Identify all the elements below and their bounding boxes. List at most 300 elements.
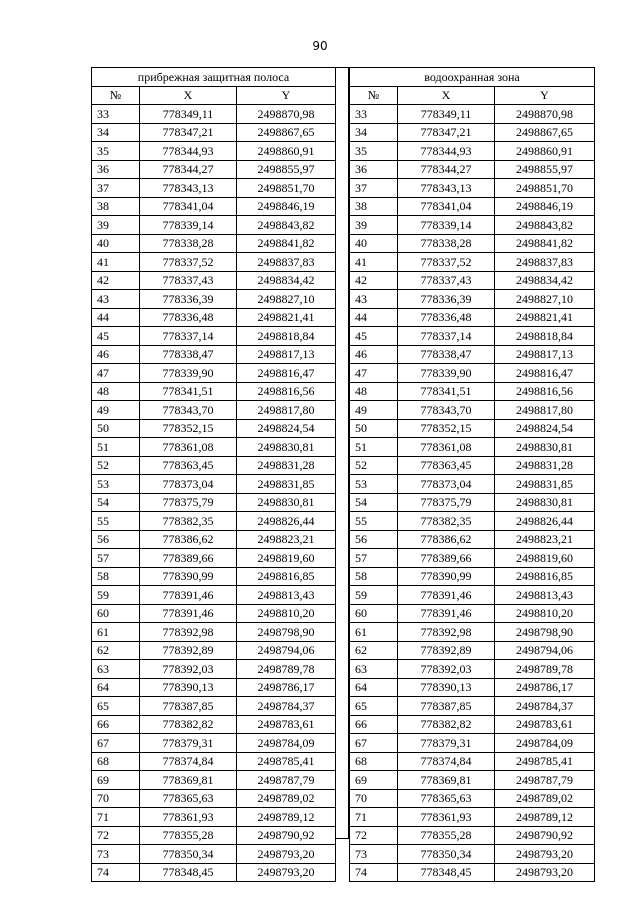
left-table-row — [92, 697, 336, 716]
right-table-row — [350, 549, 595, 568]
right-col-number: № — [350, 86, 398, 105]
point-number-cell: 40 — [92, 234, 140, 253]
y-coordinate-cell: 2498843,82 — [237, 216, 336, 235]
right-col-x: X — [398, 86, 495, 105]
y-coordinate-cell: 2498789,78 — [495, 660, 595, 679]
x-coordinate-cell: 778343,70 — [140, 401, 237, 420]
point-number-cell: 44 — [92, 308, 140, 327]
right-table-row — [350, 623, 595, 642]
x-coordinate-cell: 778390,99 — [140, 567, 237, 586]
point-number-cell: 69 — [92, 771, 140, 790]
point-number-cell: 68 — [92, 752, 140, 771]
y-coordinate-cell: 2498784,09 — [237, 734, 336, 753]
left-table-row — [92, 382, 336, 401]
x-coordinate-cell: 778343,70 — [398, 401, 495, 420]
right-table-row — [350, 493, 595, 512]
point-number-cell: 73 — [92, 845, 140, 864]
x-coordinate-cell: 778363,45 — [140, 456, 237, 475]
left-table-row — [92, 771, 336, 790]
right-table-row — [350, 604, 595, 623]
point-number-cell: 62 — [92, 641, 140, 660]
x-coordinate-cell: 778336,39 — [398, 290, 495, 309]
x-coordinate-cell: 778392,03 — [398, 660, 495, 679]
table-separator — [335, 67, 349, 839]
x-coordinate-cell: 778341,04 — [398, 197, 495, 216]
point-number-cell: 58 — [92, 567, 140, 586]
x-coordinate-cell: 778382,35 — [398, 512, 495, 531]
y-coordinate-cell: 2498816,85 — [237, 567, 336, 586]
point-number-cell: 57 — [350, 549, 398, 568]
y-coordinate-cell: 2498851,70 — [237, 179, 336, 198]
right-table-row — [350, 567, 595, 586]
left-table-row — [92, 364, 336, 383]
x-coordinate-cell: 778392,03 — [140, 660, 237, 679]
y-coordinate-cell: 2498826,44 — [237, 512, 336, 531]
right-table-row — [350, 734, 595, 753]
right-table-row — [350, 364, 595, 383]
left-table-row — [92, 308, 336, 327]
right-table-row — [350, 253, 595, 272]
left-table-row — [92, 456, 336, 475]
left-table-row — [92, 734, 336, 753]
left-table-row — [92, 826, 336, 845]
x-coordinate-cell: 778338,28 — [398, 234, 495, 253]
left-table-row — [92, 253, 336, 272]
left-table-row — [92, 327, 336, 346]
left-table-row — [92, 475, 336, 494]
y-coordinate-cell: 2498846,19 — [237, 197, 336, 216]
left-table-row — [92, 271, 336, 290]
y-coordinate-cell: 2498786,17 — [237, 678, 336, 697]
y-coordinate-cell: 2498817,80 — [495, 401, 595, 420]
point-number-cell: 34 — [350, 123, 398, 142]
right-table-row — [350, 641, 595, 660]
y-coordinate-cell: 2498793,20 — [495, 863, 595, 882]
y-coordinate-cell: 2498851,70 — [495, 179, 595, 198]
y-coordinate-cell: 2498831,85 — [237, 475, 336, 494]
left-table-row — [92, 660, 336, 679]
right-table-row — [350, 308, 595, 327]
right-table-row — [350, 401, 595, 420]
point-number-cell: 46 — [350, 345, 398, 364]
x-coordinate-cell: 778349,11 — [398, 105, 495, 124]
point-number-cell: 59 — [92, 586, 140, 605]
left-table-row — [92, 586, 336, 605]
right-table-row — [350, 123, 595, 142]
x-coordinate-cell: 778344,93 — [398, 142, 495, 161]
point-number-cell: 64 — [350, 678, 398, 697]
y-coordinate-cell: 2498785,41 — [237, 752, 336, 771]
right-col-y: Y — [495, 86, 595, 105]
x-coordinate-cell: 778347,21 — [140, 123, 237, 142]
y-coordinate-cell: 2498798,90 — [237, 623, 336, 642]
right-table-row — [350, 771, 595, 790]
x-coordinate-cell: 778337,14 — [140, 327, 237, 346]
y-coordinate-cell: 2498787,79 — [495, 771, 595, 790]
point-number-cell: 73 — [350, 845, 398, 864]
right-table-row — [350, 234, 595, 253]
point-number-cell: 59 — [350, 586, 398, 605]
x-coordinate-cell: 778382,82 — [398, 715, 495, 734]
right-table-row — [350, 419, 595, 438]
point-number-cell: 70 — [92, 789, 140, 808]
y-coordinate-cell: 2498824,54 — [495, 419, 595, 438]
y-coordinate-cell: 2498830,81 — [495, 493, 595, 512]
point-number-cell: 41 — [92, 253, 140, 272]
right-table-row — [350, 826, 595, 845]
x-coordinate-cell: 778379,31 — [140, 734, 237, 753]
x-coordinate-cell: 778339,14 — [398, 216, 495, 235]
left-table-row — [92, 752, 336, 771]
right-table-row — [350, 752, 595, 771]
point-number-cell: 51 — [350, 438, 398, 457]
point-number-cell: 63 — [350, 660, 398, 679]
point-number-cell: 67 — [92, 734, 140, 753]
point-number-cell: 64 — [92, 678, 140, 697]
y-coordinate-cell: 2498798,90 — [495, 623, 595, 642]
right-table-row — [350, 105, 595, 124]
y-coordinate-cell: 2498830,81 — [237, 493, 336, 512]
x-coordinate-cell: 778386,62 — [398, 530, 495, 549]
point-number-cell: 33 — [92, 105, 140, 124]
left-table-row — [92, 142, 336, 161]
x-coordinate-cell: 778392,98 — [398, 623, 495, 642]
point-number-cell: 39 — [350, 216, 398, 235]
y-coordinate-cell: 2498823,21 — [237, 530, 336, 549]
y-coordinate-cell: 2498816,85 — [495, 567, 595, 586]
y-coordinate-cell: 2498831,28 — [495, 456, 595, 475]
x-coordinate-cell: 778375,79 — [140, 493, 237, 512]
y-coordinate-cell: 2498817,80 — [237, 401, 336, 420]
right-table-row — [350, 327, 595, 346]
x-coordinate-cell: 778391,46 — [140, 604, 237, 623]
point-number-cell: 74 — [92, 863, 140, 882]
right-table-row — [350, 530, 595, 549]
point-number-cell: 38 — [92, 197, 140, 216]
point-number-cell: 56 — [350, 530, 398, 549]
point-number-cell: 36 — [92, 160, 140, 179]
x-coordinate-cell: 778392,89 — [140, 641, 237, 660]
x-coordinate-cell: 778387,85 — [398, 697, 495, 716]
point-number-cell: 33 — [350, 105, 398, 124]
x-coordinate-cell: 778352,15 — [140, 419, 237, 438]
y-coordinate-cell: 2498855,97 — [495, 160, 595, 179]
right-table-row — [350, 789, 595, 808]
x-coordinate-cell: 778361,93 — [140, 808, 237, 827]
y-coordinate-cell: 2498867,65 — [237, 123, 336, 142]
left-table-row — [92, 401, 336, 420]
x-coordinate-cell: 778338,28 — [140, 234, 237, 253]
y-coordinate-cell: 2498784,37 — [495, 697, 595, 716]
right-table-caption: водоохранная зона — [350, 68, 595, 87]
right-table-row — [350, 586, 595, 605]
point-number-cell: 72 — [350, 826, 398, 845]
y-coordinate-cell: 2498810,20 — [495, 604, 595, 623]
point-number-cell: 55 — [350, 512, 398, 531]
left-table-row — [92, 623, 336, 642]
left-table-row — [92, 863, 336, 882]
point-number-cell: 66 — [92, 715, 140, 734]
left-col-x: X — [140, 86, 237, 105]
x-coordinate-cell: 778386,62 — [140, 530, 237, 549]
y-coordinate-cell: 2498793,20 — [237, 845, 336, 864]
y-coordinate-cell: 2498855,97 — [237, 160, 336, 179]
y-coordinate-cell: 2498819,60 — [495, 549, 595, 568]
y-coordinate-cell: 2498867,65 — [495, 123, 595, 142]
y-coordinate-cell: 2498837,83 — [495, 253, 595, 272]
x-coordinate-cell: 778361,08 — [398, 438, 495, 457]
point-number-cell: 69 — [350, 771, 398, 790]
y-coordinate-cell: 2498786,17 — [495, 678, 595, 697]
y-coordinate-cell: 2498843,82 — [495, 216, 595, 235]
point-number-cell: 47 — [350, 364, 398, 383]
point-number-cell: 74 — [350, 863, 398, 882]
point-number-cell: 67 — [350, 734, 398, 753]
right-table-row — [350, 715, 595, 734]
point-number-cell: 55 — [92, 512, 140, 531]
x-coordinate-cell: 778392,89 — [398, 641, 495, 660]
y-coordinate-cell: 2498784,37 — [237, 697, 336, 716]
y-coordinate-cell: 2498793,20 — [237, 863, 336, 882]
point-number-cell: 60 — [350, 604, 398, 623]
point-number-cell: 35 — [92, 142, 140, 161]
point-number-cell: 39 — [92, 216, 140, 235]
left-col-number: № — [92, 86, 140, 105]
x-coordinate-cell: 778337,43 — [140, 271, 237, 290]
x-coordinate-cell: 778363,45 — [398, 456, 495, 475]
left-table-row — [92, 419, 336, 438]
point-number-cell: 66 — [350, 715, 398, 734]
point-number-cell: 50 — [92, 419, 140, 438]
x-coordinate-cell: 778347,21 — [398, 123, 495, 142]
point-number-cell: 52 — [350, 456, 398, 475]
x-coordinate-cell: 778344,27 — [398, 160, 495, 179]
right-table-row — [350, 142, 595, 161]
right-table-row — [350, 845, 595, 864]
left-table-row — [92, 493, 336, 512]
water-protection-zone-table — [349, 67, 595, 882]
y-coordinate-cell: 2498783,61 — [495, 715, 595, 734]
point-number-cell: 48 — [92, 382, 140, 401]
left-table-row — [92, 345, 336, 364]
x-coordinate-cell: 778339,90 — [140, 364, 237, 383]
x-coordinate-cell: 778390,13 — [140, 678, 237, 697]
x-coordinate-cell: 778391,46 — [398, 586, 495, 605]
x-coordinate-cell: 778344,27 — [140, 160, 237, 179]
point-number-cell: 45 — [92, 327, 140, 346]
point-number-cell: 40 — [350, 234, 398, 253]
y-coordinate-cell: 2498816,56 — [237, 382, 336, 401]
point-number-cell: 56 — [92, 530, 140, 549]
right-table-row — [350, 345, 595, 364]
x-coordinate-cell: 778348,45 — [140, 863, 237, 882]
left-table-row — [92, 234, 336, 253]
x-coordinate-cell: 778341,04 — [140, 197, 237, 216]
right-table-row — [350, 438, 595, 457]
x-coordinate-cell: 778350,34 — [140, 845, 237, 864]
right-table-row — [350, 160, 595, 179]
y-coordinate-cell: 2498818,84 — [495, 327, 595, 346]
x-coordinate-cell: 778338,47 — [140, 345, 237, 364]
point-number-cell: 72 — [92, 826, 140, 845]
y-coordinate-cell: 2498834,42 — [237, 271, 336, 290]
y-coordinate-cell: 2498793,20 — [495, 845, 595, 864]
point-number-cell: 35 — [350, 142, 398, 161]
x-coordinate-cell: 778361,93 — [398, 808, 495, 827]
left-table-row — [92, 512, 336, 531]
x-coordinate-cell: 778369,81 — [140, 771, 237, 790]
y-coordinate-cell: 2498785,41 — [495, 752, 595, 771]
left-table-row — [92, 290, 336, 309]
y-coordinate-cell: 2498826,44 — [495, 512, 595, 531]
y-coordinate-cell: 2498816,47 — [495, 364, 595, 383]
point-number-cell: 41 — [350, 253, 398, 272]
y-coordinate-cell: 2498790,92 — [495, 826, 595, 845]
y-coordinate-cell: 2498789,78 — [237, 660, 336, 679]
y-coordinate-cell: 2498816,56 — [495, 382, 595, 401]
left-table-row — [92, 678, 336, 697]
point-number-cell: 42 — [350, 271, 398, 290]
x-coordinate-cell: 778361,08 — [140, 438, 237, 457]
page-number: 90 — [312, 39, 328, 53]
point-number-cell: 65 — [350, 697, 398, 716]
right-table-row — [350, 475, 595, 494]
x-coordinate-cell: 778389,66 — [398, 549, 495, 568]
x-coordinate-cell: 778341,51 — [398, 382, 495, 401]
y-coordinate-cell: 2498827,10 — [495, 290, 595, 309]
left-table-row — [92, 438, 336, 457]
point-number-cell: 36 — [350, 160, 398, 179]
point-number-cell: 54 — [350, 493, 398, 512]
right-table-row — [350, 271, 595, 290]
point-number-cell: 71 — [92, 808, 140, 827]
x-coordinate-cell: 778382,35 — [140, 512, 237, 531]
left-table-row — [92, 216, 336, 235]
y-coordinate-cell: 2498818,84 — [237, 327, 336, 346]
right-table-row — [350, 290, 595, 309]
x-coordinate-cell: 778387,85 — [140, 697, 237, 716]
y-coordinate-cell: 2498783,61 — [237, 715, 336, 734]
y-coordinate-cell: 2498789,02 — [237, 789, 336, 808]
right-table-row — [350, 179, 595, 198]
point-number-cell: 68 — [350, 752, 398, 771]
right-table-row — [350, 197, 595, 216]
left-table-row — [92, 549, 336, 568]
point-number-cell: 46 — [92, 345, 140, 364]
left-table-row — [92, 845, 336, 864]
x-coordinate-cell: 778355,28 — [398, 826, 495, 845]
x-coordinate-cell: 778337,52 — [140, 253, 237, 272]
x-coordinate-cell: 778336,48 — [140, 308, 237, 327]
y-coordinate-cell: 2498860,91 — [495, 142, 595, 161]
point-number-cell: 60 — [92, 604, 140, 623]
y-coordinate-cell: 2498841,82 — [495, 234, 595, 253]
right-table-row — [350, 512, 595, 531]
point-number-cell: 37 — [92, 179, 140, 198]
x-coordinate-cell: 778389,66 — [140, 549, 237, 568]
x-coordinate-cell: 778339,14 — [140, 216, 237, 235]
right-table-row — [350, 678, 595, 697]
x-coordinate-cell: 778365,63 — [398, 789, 495, 808]
point-number-cell: 43 — [92, 290, 140, 309]
y-coordinate-cell: 2498789,02 — [495, 789, 595, 808]
point-number-cell: 48 — [350, 382, 398, 401]
point-number-cell: 45 — [350, 327, 398, 346]
x-coordinate-cell: 778338,47 — [398, 345, 495, 364]
left-table-row — [92, 604, 336, 623]
y-coordinate-cell: 2498794,06 — [237, 641, 336, 660]
y-coordinate-cell: 2498823,21 — [495, 530, 595, 549]
point-number-cell: 70 — [350, 789, 398, 808]
point-number-cell: 34 — [92, 123, 140, 142]
point-number-cell: 58 — [350, 567, 398, 586]
left-table-row — [92, 105, 336, 124]
left-table-row — [92, 123, 336, 142]
point-number-cell: 62 — [350, 641, 398, 660]
x-coordinate-cell: 778341,51 — [140, 382, 237, 401]
point-number-cell: 52 — [92, 456, 140, 475]
x-coordinate-cell: 778391,46 — [398, 604, 495, 623]
x-coordinate-cell: 778348,45 — [398, 863, 495, 882]
left-table-row — [92, 641, 336, 660]
x-coordinate-cell: 778337,43 — [398, 271, 495, 290]
y-coordinate-cell: 2498870,98 — [495, 105, 595, 124]
left-table-row — [92, 197, 336, 216]
y-coordinate-cell: 2498821,41 — [495, 308, 595, 327]
point-number-cell: 37 — [350, 179, 398, 198]
y-coordinate-cell: 2498846,19 — [495, 197, 595, 216]
x-coordinate-cell: 778390,99 — [398, 567, 495, 586]
y-coordinate-cell: 2498831,85 — [495, 475, 595, 494]
point-number-cell: 49 — [350, 401, 398, 420]
right-table-row — [350, 697, 595, 716]
x-coordinate-cell: 778374,84 — [398, 752, 495, 771]
point-number-cell: 61 — [350, 623, 398, 642]
point-number-cell: 61 — [92, 623, 140, 642]
point-number-cell: 57 — [92, 549, 140, 568]
y-coordinate-cell: 2498827,10 — [237, 290, 336, 309]
y-coordinate-cell: 2498870,98 — [237, 105, 336, 124]
x-coordinate-cell: 778392,98 — [140, 623, 237, 642]
x-coordinate-cell: 778350,34 — [398, 845, 495, 864]
y-coordinate-cell: 2498831,28 — [237, 456, 336, 475]
y-coordinate-cell: 2498834,42 — [495, 271, 595, 290]
x-coordinate-cell: 778337,14 — [398, 327, 495, 346]
point-number-cell: 43 — [350, 290, 398, 309]
y-coordinate-cell: 2498824,54 — [237, 419, 336, 438]
x-coordinate-cell: 778390,13 — [398, 678, 495, 697]
x-coordinate-cell: 778339,90 — [398, 364, 495, 383]
x-coordinate-cell: 778352,15 — [398, 419, 495, 438]
y-coordinate-cell: 2498817,13 — [495, 345, 595, 364]
left-table-row — [92, 567, 336, 586]
point-number-cell: 54 — [92, 493, 140, 512]
right-table-row — [350, 382, 595, 401]
left-table-row — [92, 160, 336, 179]
x-coordinate-cell: 778365,63 — [140, 789, 237, 808]
x-coordinate-cell: 778355,28 — [140, 826, 237, 845]
x-coordinate-cell: 778382,82 — [140, 715, 237, 734]
y-coordinate-cell: 2498821,41 — [237, 308, 336, 327]
x-coordinate-cell: 778343,13 — [398, 179, 495, 198]
y-coordinate-cell: 2498790,92 — [237, 826, 336, 845]
x-coordinate-cell: 778375,79 — [398, 493, 495, 512]
point-number-cell: 65 — [92, 697, 140, 716]
right-table-row — [350, 456, 595, 475]
point-number-cell: 38 — [350, 197, 398, 216]
right-table-row — [350, 660, 595, 679]
point-number-cell: 44 — [350, 308, 398, 327]
